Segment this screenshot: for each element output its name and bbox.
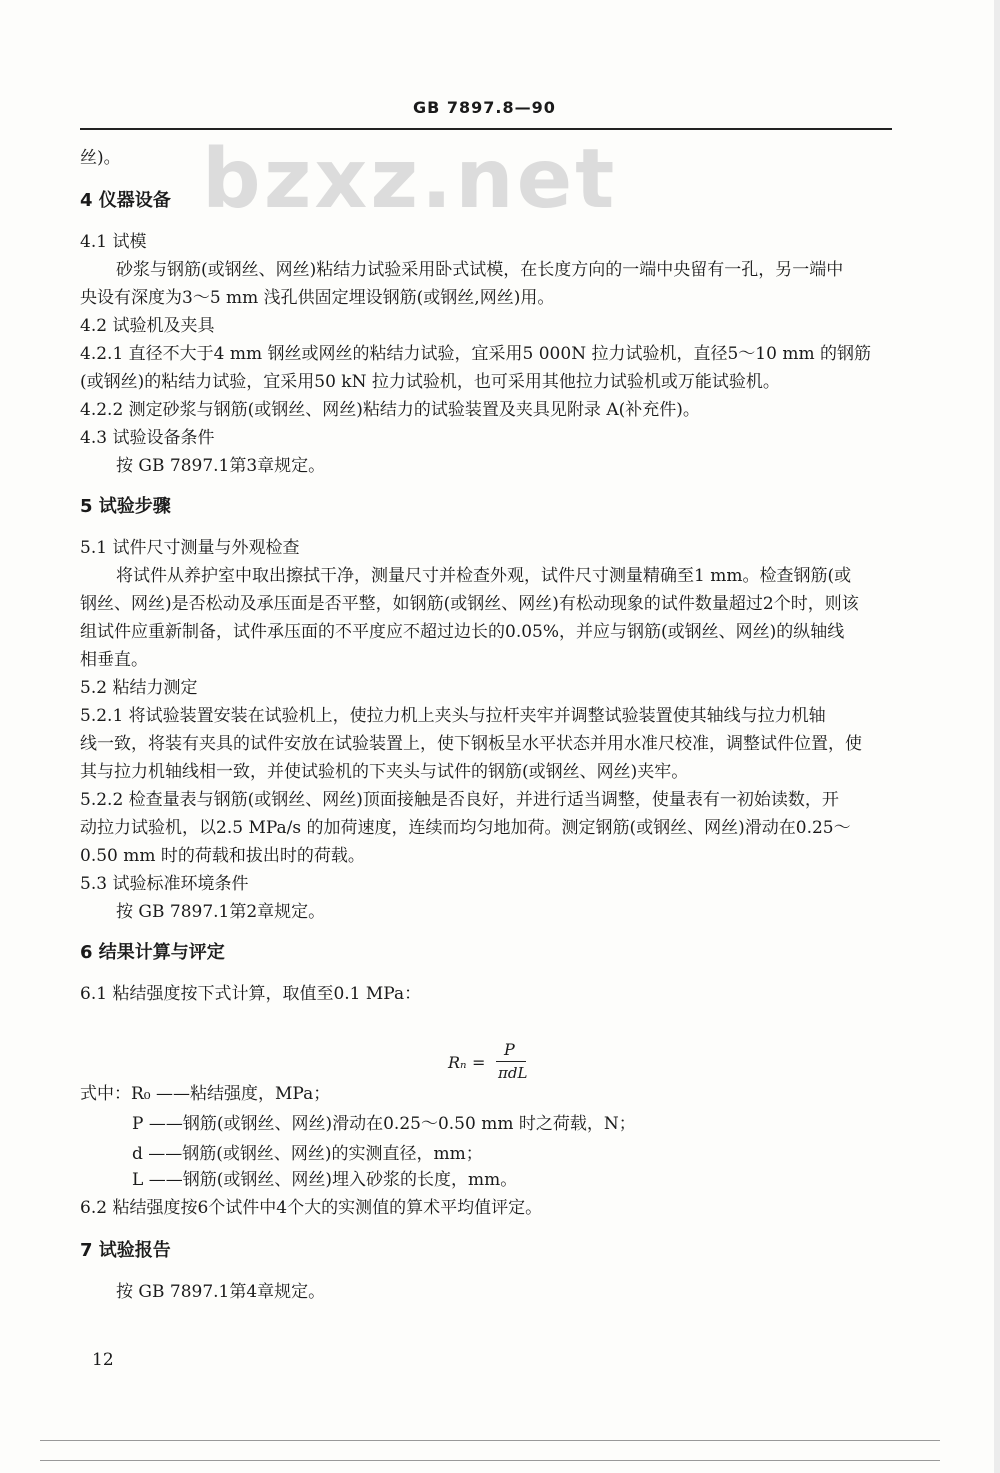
- scan-artifact-line: [40, 1460, 940, 1461]
- text-line: 5.3 试验标准环境条件: [80, 874, 249, 894]
- text-line: 将试件从养护室中取出擦拭干净，测量尺寸并检查外观，试件尺寸测量精确至1 mm。检查钢筋(或: [116, 566, 852, 586]
- standard-code-header: GB 7897.8—90: [413, 98, 556, 117]
- text-line: 5.1 试件尺寸测量与外观检查: [80, 538, 300, 558]
- text-line: (或钢丝)的粘结力试验，宜采用50 kN 拉力试验机，也可采用其他拉力试验机或万能试验机。: [80, 372, 780, 392]
- text-line: 4.1 试模: [80, 232, 147, 252]
- watermark: bzxz.net: [202, 132, 618, 227]
- formula-numerator: P: [504, 1040, 515, 1059]
- section-heading: 6 结果计算与评定: [80, 942, 225, 963]
- text-line: 砂浆与钢筋(或钢丝、网丝)粘结力试验采用卧式试模，在长度方向的一端中央留有一孔，另一端中: [116, 260, 844, 280]
- scan-edge: [994, 0, 1000, 1473]
- text-line: 线一致，将装有夹具的试件安放在试验装置上，使下钢板呈水平状态并用水准尺校准，调整试件位置，使: [80, 734, 862, 754]
- text-line: d ——钢筋(或钢丝、网丝)的实测直径，mm；: [132, 1144, 483, 1164]
- text-line: 5.2 粘结力测定: [80, 678, 198, 698]
- text-line: 6.1 粘结强度按下式计算，取值至0.1 MPa：: [80, 984, 422, 1004]
- text-line: 4.2.1 直径不大于4 mm 钢丝或网丝的粘结力试验，宜采用5 000N 拉力试验机，直径5～10 mm 的钢筋: [80, 344, 871, 364]
- text-line: 相垂直。: [80, 650, 148, 670]
- section-heading: 4 仪器设备: [80, 190, 171, 211]
- text-line: 按 GB 7897.1第4章规定。: [116, 1282, 326, 1302]
- text-line: 5.2.1 将试验装置安装在试验机上，使拉力机上夹头与拉杆夹牢并调整试验装置使其轴线与拉力机轴: [80, 706, 826, 726]
- text-line: 央设有深度为3～5 mm 浅孔供固定埋设钢筋(或钢丝,网丝)用。: [80, 288, 555, 308]
- text-line: P ——钢筋(或钢丝、网丝)滑动在0.25～0.50 mm 时之荷载，N；: [132, 1114, 636, 1134]
- text-line: 12: [92, 1350, 114, 1370]
- section-heading: 7 试验报告: [80, 1240, 171, 1261]
- text-line: 按 GB 7897.1第3章规定。: [116, 456, 326, 476]
- text-line: 4.2 试验机及夹具: [80, 316, 215, 336]
- text-line: 动拉力试验机，以2.5 MPa/s 的加荷速度，连续而均匀地加荷。测定钢筋(或钢丝、网丝)滑动在0.25～: [80, 818, 851, 838]
- text-line: 5.2.2 检查量表与钢筋(或钢丝、网丝)顶面接触是否良好，并进行适当调整，使量表有一初始读数，开: [80, 790, 839, 810]
- scan-artifact-line: [40, 1440, 940, 1441]
- section-heading: 5 试验步骤: [80, 496, 171, 517]
- text-line: 丝)。: [80, 148, 121, 168]
- text-line: 按 GB 7897.1第2章规定。: [116, 902, 326, 922]
- fraction-bar: [496, 1061, 526, 1062]
- header-rule: [80, 128, 892, 130]
- text-line: 钢丝、网丝)是否松动及承压面是否平整，如钢筋(或钢丝、网丝)有松动现象的试件数量超过2个时，则该: [80, 594, 859, 614]
- text-line: 其与拉力机轴线相一致，并使试验机的下夹头与试件的钢筋(或钢丝、网丝)夹牢。: [80, 762, 689, 782]
- text-line: 4.3 试验设备条件: [80, 428, 215, 448]
- text-line: 0.50 mm 时的荷载和拔出时的荷载。: [80, 846, 365, 866]
- text-line: 式中：R₀ ——粘结强度，MPa；: [80, 1084, 331, 1104]
- bond-strength-formula: [448, 1040, 568, 1080]
- text-line: L ——钢筋(或钢丝、网丝)埋入砂浆的长度，mm。: [132, 1170, 518, 1190]
- text-line: 4.2.2 测定砂浆与钢筋(或钢丝、网丝)粘结力的试验装置及夹具见附录 A(补充件)。: [80, 400, 700, 420]
- formula-equals: =: [472, 1053, 486, 1072]
- formula-denominator: πdL: [498, 1064, 528, 1082]
- text-line: 6.2 粘结强度按6个试件中4个大的实测值的算术平均值评定。: [80, 1198, 543, 1218]
- text-line: 组试件应重新制备，试件承压面的不平度应不超过边长的0.05%，并应与钢筋(或钢丝、网丝)的纵轴线: [80, 622, 845, 642]
- formula-lhs: Rₙ: [448, 1053, 467, 1072]
